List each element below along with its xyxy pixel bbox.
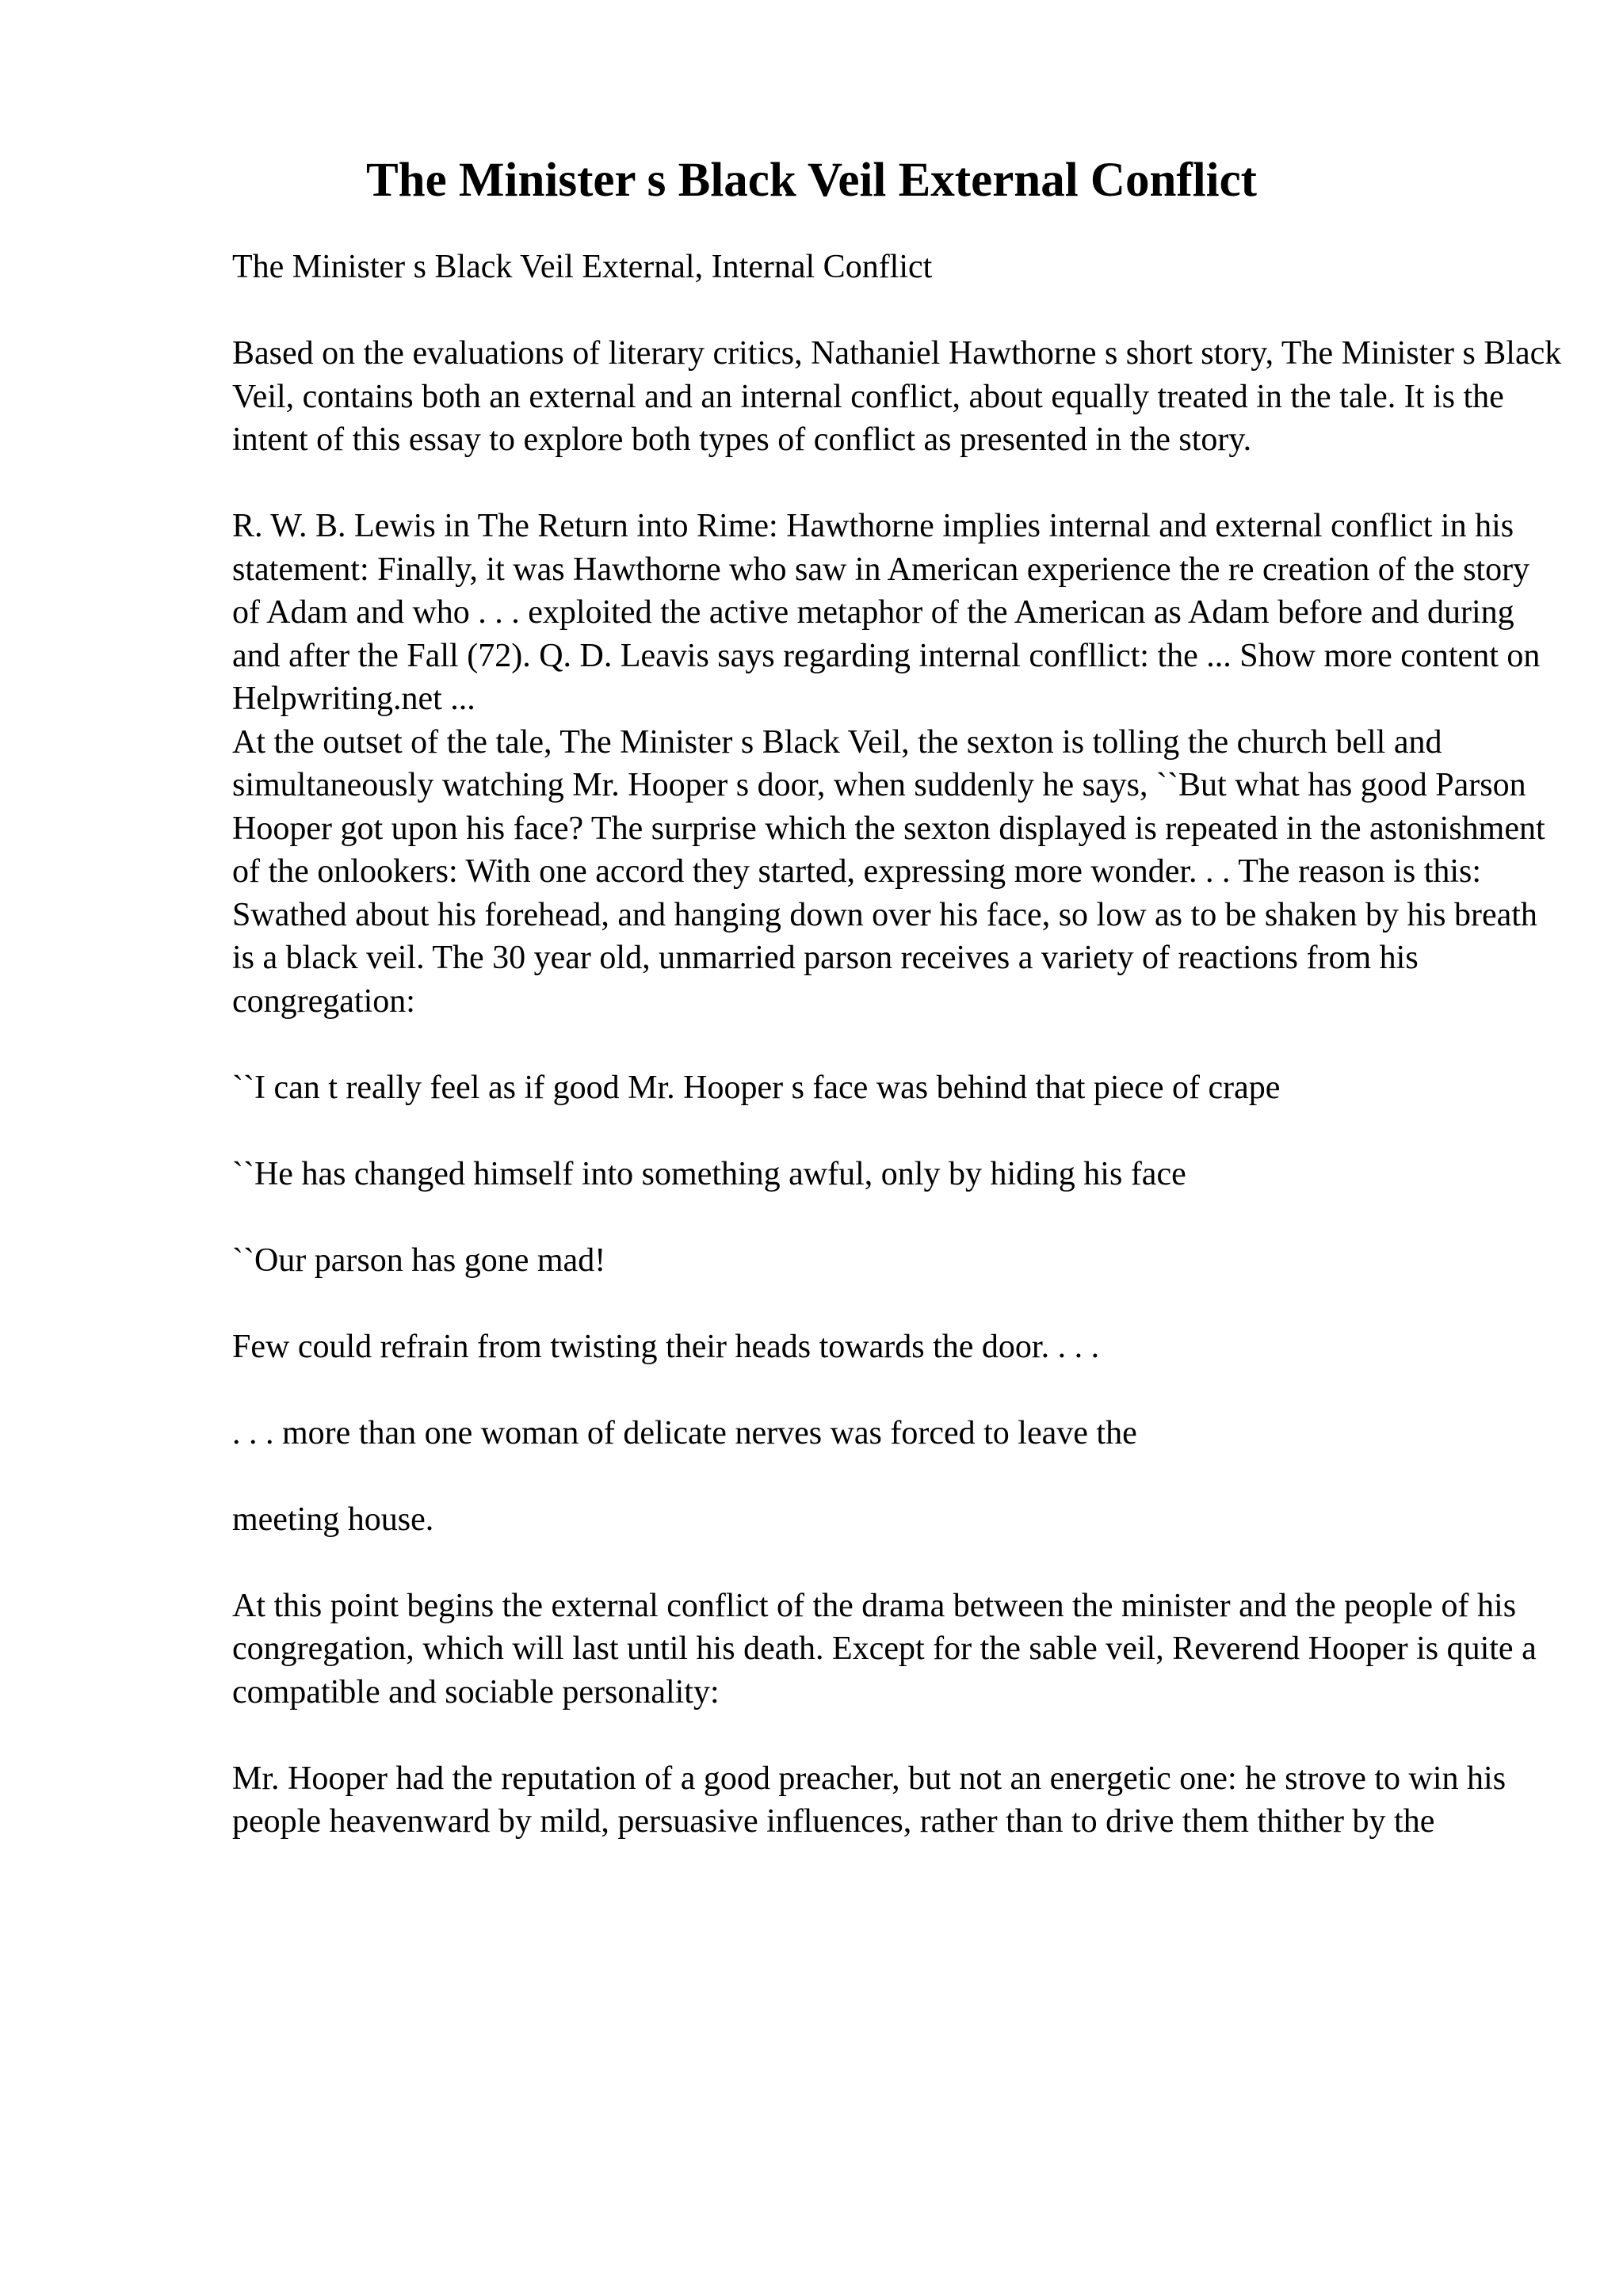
quote-paragraph: ``Our parson has gone mad! [232,1241,606,1279]
body-paragraph: R. W. B. Lewis in The Return into Rime: Hawthorne implies internal and external conflict in his statement: Finally, it was Hawthorne who saw in American experience the re creation of the story of Adam and who . . . exploited the active metaphor of the American as Adam before and during and after the Fall (72). Q. D. Leavis says regarding internal confllict: the ... Show more content on Helpwriting.net ... [232,508,1541,717]
document-title: The Minister s Black Veil External Conflict [366,154,1257,207]
body-paragraph: Mr. Hooper had the reputation of a good preacher, but not an energetic one: he strove to win his people heavenward by mild, persuasive influences, rather than to drive them thither by the [232,1760,1507,1840]
quote-paragraph: . . . more than one woman of delicate nerves was forced to leave the [232,1414,1137,1451]
quote-paragraph: ``I can t really feel as if good Mr. Hooper s face was behind that piece of crape [232,1069,1281,1106]
quote-paragraph: meeting house. [232,1501,434,1538]
subtitle-paragraph: The Minister s Black Veil External, Internal Conflict [232,249,933,285]
document-body [232,246,1564,1886]
quote-paragraph: ``He has changed himself into something awful, only by hiding his face [232,1155,1186,1192]
body-paragraph: Based on the evaluations of literary critics, Nathaniel Hawthorne s short story, The Minister s Black Veil, contains both an external and an internal conflict, about equally treated in the tale. It is the intent of this essay to explore both types of conflict as presented in the story. [232,335,1562,458]
body-paragraph: At this point begins the external conflict of the drama between the minister and the people of his congregation, which will last until his death. Except for the sable veil, Reverend Hooper is quite a compatible and sociable personality: [232,1587,1537,1711]
quote-paragraph: Few could refrain from twisting their heads towards the door. . . . [232,1328,1100,1365]
body-paragraph: At the outset of the tale, The Minister s Black Veil, the sexton is tolling the church bell and simultaneously watching Mr. Hooper s door, when suddenly he says, ``But what has good Parson Hooper got upon his face? The surprise which the sexton displayed is repeated in the astonishment of the onlookers: With one accord they started, expressing more wonder. . . The reason is this: Swathed about his forehead, and hanging down over his face, so low as to be shaken by his breath is a black veil. The 30 year old, unmarried parson receives a variety of reactions from his congregation: [232,723,1545,1020]
